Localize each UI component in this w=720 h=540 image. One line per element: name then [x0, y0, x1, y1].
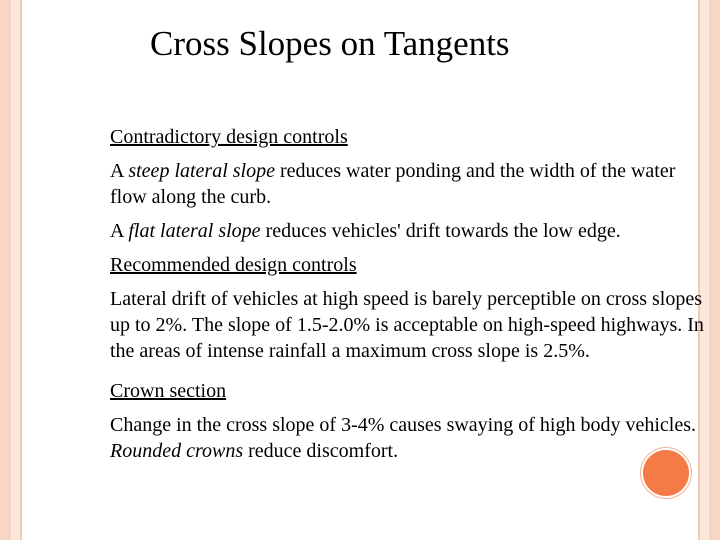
text-prefix: A — [110, 220, 129, 242]
paragraph-crown-change — [110, 412, 710, 464]
text-prefix: Change in the cross slope of 3-4% causes swaying of high body vehicles. — [110, 414, 696, 436]
decorative-circle — [641, 448, 691, 498]
slide-body — [110, 124, 710, 472]
paragraph-lateral-drift: Lateral drift of vehicles at high speed is barely perceptible on cross slopes up to 2%. The slope of 1.5-2.0% is acceptable on high-speed highways. In the areas of intense rainfall a maximum cross slope is 2.5%. — [110, 288, 704, 362]
text-suffix: reduces vehicles' drift towards the low edge. — [260, 220, 621, 242]
emphasis-steep-lateral-slope: steep lateral slope — [128, 160, 275, 182]
heading-crown-section: Crown section — [110, 380, 227, 402]
slide-title: Cross Slopes on Tangents — [150, 24, 510, 63]
emphasis-rounded-crowns: Rounded crowns — [110, 440, 244, 462]
paragraph-flat-slope — [110, 218, 710, 244]
emphasis-flat-lateral-slope: flat lateral slope — [128, 220, 261, 242]
text-prefix: A — [110, 160, 129, 182]
text-suffix: reduces water ponding and the width of the water flow along the curb. — [110, 160, 676, 208]
heading-contradictory-controls: Contradictory design controls — [110, 126, 348, 148]
left-decorative-border — [0, 0, 22, 540]
paragraph-steep-slope — [110, 158, 710, 210]
text-suffix: reduce discomfort. — [243, 440, 399, 462]
heading-recommended-controls: Recommended design controls — [110, 254, 357, 276]
